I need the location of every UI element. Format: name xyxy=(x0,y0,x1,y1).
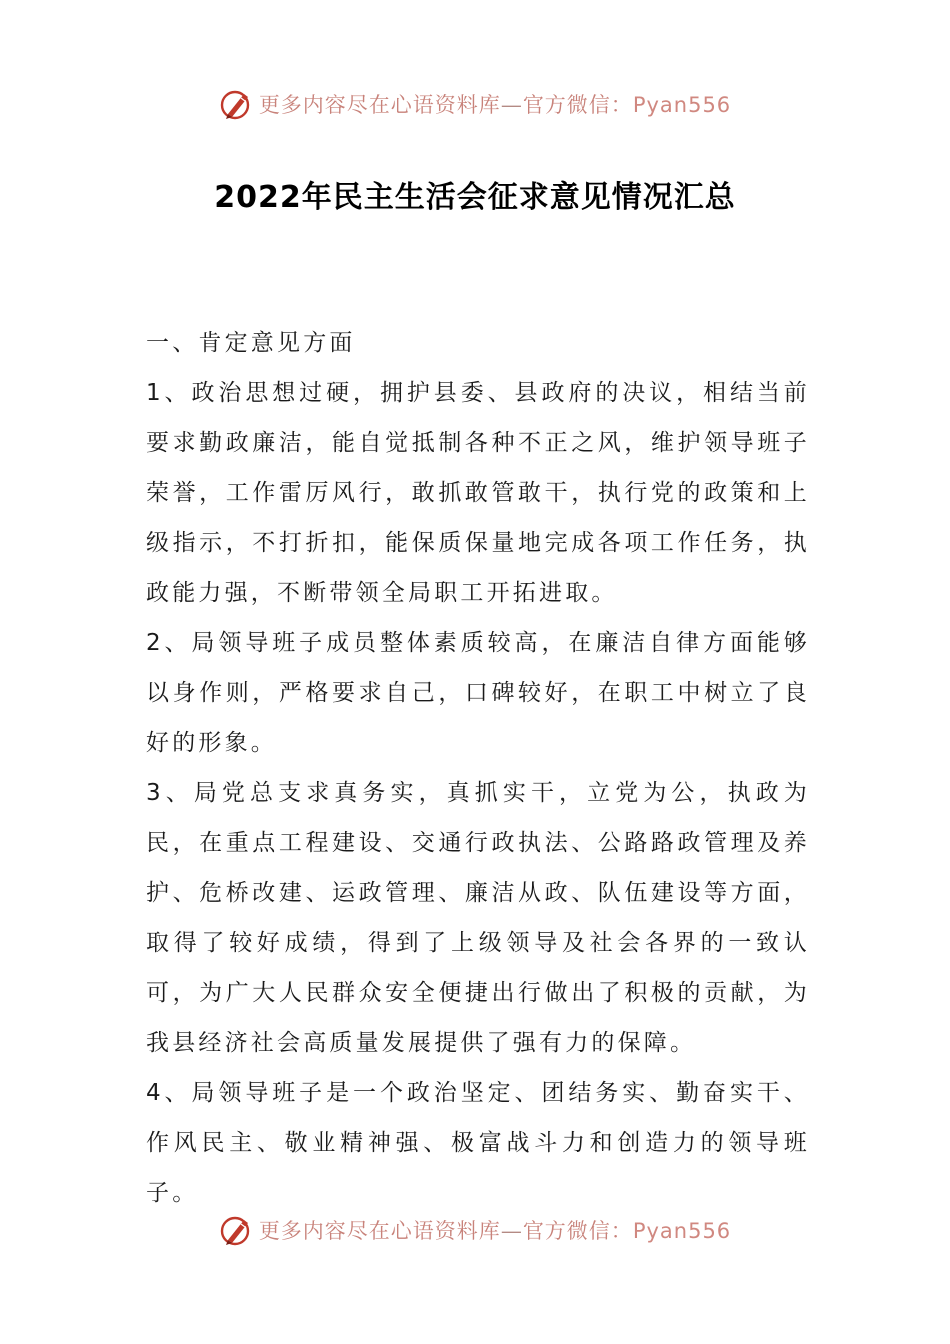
header-banner xyxy=(0,82,950,126)
paragraph-2: 2、局领导班子成员整体素质较高，在廉洁自律方面能够以身作则，严格要求自己，口碑较好，在职工中树立了良好的形象。 xyxy=(146,630,810,756)
paragraph-4: 4、局领导班子是一个政治坚定、团结务实、勤奋实干、作风民主、敬业精神强、极富战斗力和创造力的领导班子。 xyxy=(146,1080,810,1206)
document-title: 2022年民主生活会征求意见情况汇总 xyxy=(214,180,736,215)
paragraph-1: 1、政治思想过硬，拥护县委、县政府的决议，相结当前要求勤政廉洁，能自觉抵制各种不正之风，维护领导班子荣誉，工作雷厉风行，敢抓敢管敢干，执行党的政策和上级指示，不打折扣，能保质保量地完成各项工作任务，执政能力强，不断带领全局职工开拓进取。 xyxy=(146,380,810,606)
banner-text xyxy=(259,89,731,119)
banner-site-name: 更多内容尽在心语资料库 xyxy=(258,93,501,117)
paragraph-3: 3、局党总支求真务实，真抓实干，立党为公，执政为民，在重点工程建设、交通行政执法、公路路政管理及养护、危桥改建、运政管理、廉洁从政、队伍建设等方面，取得了较好成绩，得到了上级领导及社会各界的一致认可，为广大人民群众安全便捷出行做出了积极的贡献，为我县经济社会高质量发展提供了强有力的保障。 xyxy=(146,780,810,1056)
footer-banner xyxy=(0,1208,950,1252)
banner-wechat-id: Pyan556 xyxy=(632,1219,732,1243)
document-body xyxy=(146,318,810,1218)
banner-separator: — xyxy=(500,93,523,117)
banner-text xyxy=(259,1215,731,1245)
banner-wechat-id: Pyan556 xyxy=(632,93,732,117)
section-heading: 一、肯定意见方面 xyxy=(146,330,356,356)
banner-separator: — xyxy=(500,1219,523,1243)
banner-wechat-label: 官方微信： xyxy=(522,93,633,117)
banner-site-name: 更多内容尽在心语资料库 xyxy=(258,1219,501,1243)
pen-logo-icon xyxy=(219,1212,255,1248)
pen-logo-icon xyxy=(219,86,255,122)
banner-wechat-label: 官方微信： xyxy=(522,1219,633,1243)
